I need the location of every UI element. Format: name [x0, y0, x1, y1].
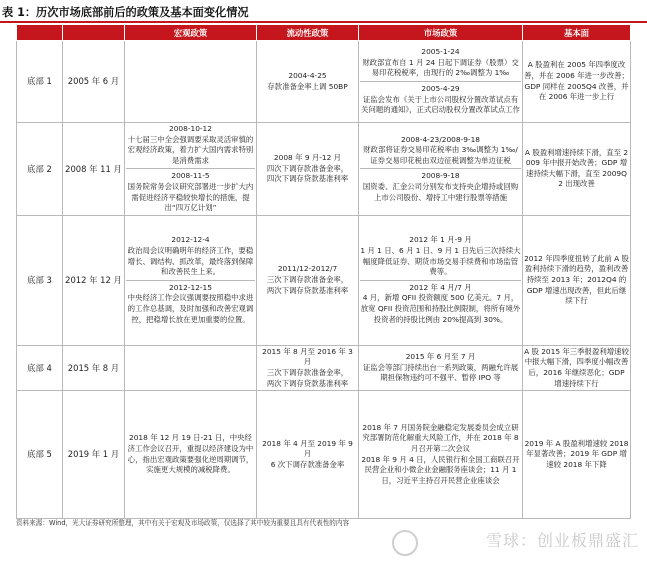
- cell-divider: [360, 280, 521, 281]
- market-cell: [359, 345, 523, 390]
- cell-divider: [360, 168, 521, 169]
- header-fundamental: 基本面: [523, 25, 631, 41]
- fundamental-cell: 2012 年四季度扭转了此前 A 股盈利持续下滑的趋势，盈利改善持续至 2013 年；2012Q4 的 GDP 增速出现改善，但此后继续下行: [523, 215, 631, 345]
- bottom-label: 底部 4: [17, 345, 63, 390]
- table-row: [17, 41, 631, 123]
- table-body: [17, 41, 631, 519]
- liquidity-text: 存款准备金率上调 50BP: [267, 81, 348, 91]
- macro-cell: [125, 391, 257, 519]
- market-text: 2012 年 4 月/7 月: [409, 282, 472, 292]
- market-text: 2018 年 9 月 4 日，人民银行和全国工商联召开民营企业和小微企业金融服务座谈会；11 月 1 日，习近平主持召开民营企业座谈会: [361, 454, 520, 485]
- header-market: 市场政策: [359, 25, 523, 41]
- market-cell: [359, 391, 523, 519]
- table-row: [17, 123, 631, 216]
- title-rule: [0, 21, 647, 23]
- liquidity-text: 四次下调存款准备金率，: [266, 163, 349, 173]
- cell-divider: [360, 81, 521, 82]
- table-title: 表 1：历次市场底部前后的政策及基本面变化情况: [2, 6, 249, 19]
- watermark: 雪球：创业板鼎盛汇: [485, 531, 639, 550]
- table-header-row: [17, 25, 631, 41]
- macro-cell: [125, 215, 257, 345]
- market-text: 2015 年 6 月至 7 月: [405, 352, 476, 362]
- market-text: 2005-1-24: [421, 47, 460, 57]
- macro-text: 2008-10-12: [169, 124, 212, 133]
- market-text: 证监会发布《关于上市公司股权分置改革试点有关问题的通知》，正式启动股权分置改革试点工作: [361, 94, 520, 115]
- policy-table: [16, 24, 631, 519]
- table-row: [17, 215, 631, 345]
- cell-divider: [126, 280, 255, 281]
- market-text: 1 月 1 日、6 月 1 日、9 月 1 日先后三次持续大幅度降低证券、期货市场交易手续费和市场监管费等。: [360, 245, 521, 277]
- macro-text: 2012-12-15: [169, 282, 212, 292]
- liquidity-cell: [257, 391, 359, 519]
- header-cell: [63, 25, 125, 41]
- bottom-label: 底部 2: [17, 123, 63, 216]
- market-text: 4 月，新增 QFII 投资额度 500 亿美元。7 月，放宽 QFII 投资范围和持股比例限制，将所有境外投资者的持股比例由 20%提高到 30%。: [360, 293, 521, 324]
- liquidity-text: 两次下调存贷款基准利率: [266, 285, 349, 295]
- macro-text: 国务院常务会议研究部署进一步扩大内需促进经济平稳较快增长的措施，提出“四万亿计划”: [127, 181, 254, 213]
- macro-text: 中央经济工作会议强调要按照稳中求进的工作总基调，及时加强和改善宏观调控，把稳增长放在更加重要的位置。: [127, 293, 254, 324]
- market-text: 2005-4-29: [421, 84, 460, 93]
- market-cell: [359, 215, 523, 345]
- liquidity-text: 6 次下调存款准备金率: [270, 459, 345, 469]
- liquidity-text: 2004-4-25: [288, 70, 327, 80]
- market-text: 证监会等部门持续出台一系列政策，两融允许展期担保物违约可不强平、暂停 IPO 等: [362, 362, 519, 383]
- bottom-date: 2019 年 1 月: [63, 391, 125, 519]
- market-text: 国资委、汇金公司分别发布支持央企增持或回购上市公司股份、增持工中建行股票等措施: [362, 181, 519, 202]
- liquidity-cell: [257, 41, 359, 123]
- liquidity-cell: [257, 345, 359, 390]
- macro-text: 2018 年 12 月 19 日-21 日，中央经济工作会议召开，重提以经济建设为中心，指出宏观政策要强化逆周期调节，实施更大规模的减税降费。: [127, 433, 254, 475]
- market-text: 财政部将证券交易印花税率由 3‰调整为 1‰/证券交易印花税由双边征税调整为单边征税: [363, 145, 518, 165]
- header-liquidity: 流动性政策: [257, 25, 359, 41]
- macro-cell: [125, 123, 257, 216]
- market-text: 2008-4-23/2008-9-18: [401, 134, 480, 144]
- market-text: 财政部宣布自 1 月 24 日起下调证券（股票）交易印花税税率，由现行的 2‰调整为 1‰: [362, 57, 519, 78]
- bottom-date: 2008 年 11 月: [63, 123, 125, 216]
- market-cell: [359, 123, 523, 216]
- bottom-date: 2015 年 8 月: [63, 345, 125, 390]
- fundamental-cell: 2019 年 A 股盈利增速较 2018 年显著改善；2019 年 GDP 增速较 2018 年下降: [523, 391, 631, 519]
- macro-text: 十七届三中全会强调要采取灵活审慎的宏观经济政策，着力扩大国内需求特别是消费需求: [127, 134, 254, 165]
- market-text: 2012 年 1 月-9 月: [409, 235, 472, 245]
- macro-cell: [125, 41, 257, 123]
- liquidity-text: 2011/12-2012/7: [277, 264, 338, 274]
- bottom-date: 2005 年 6 月: [63, 41, 125, 123]
- market-cell: [359, 41, 523, 123]
- macro-cell: [125, 345, 257, 390]
- table-row: [17, 391, 631, 519]
- liquidity-text: 2015 年 8 月至 2016 年 3 月: [262, 346, 353, 367]
- liquidity-text: 2018 年 4 月至 2019 年 9 月: [262, 438, 353, 459]
- source-note: 资料来源：Wind，光大证券研究所整理，其中有关于宏观及市场政策，仅选择了其中较为重要且具有代表性的内容: [16, 519, 350, 527]
- header-cell: [17, 25, 63, 41]
- fundamental-cell: A 股 2015 年三季报盈利增速较中报大幅下滑，四季度小幅改善后，2016 年继续恶化；GDP 增速持续下行: [523, 345, 631, 390]
- macro-text: 2008-11-5: [171, 171, 210, 181]
- table-row: [17, 345, 631, 390]
- fundamental-cell: A 股盈利增速持续下滑，直至 2009 年中报开始改善；GDP 增速持续大幅下滑，直至 2009Q2 出现改善: [523, 123, 631, 216]
- liquidity-text: 两次下调存贷款基准利率: [266, 378, 349, 388]
- bottom-date: 2012 年 12 月: [63, 215, 125, 345]
- liquidity-text: 三次下调存款准备金率，: [266, 367, 349, 377]
- liquidity-text: 四次下调存贷款基准利率: [266, 174, 349, 184]
- bottom-label: 底部 1: [17, 41, 63, 123]
- macro-text: 2012-12-4: [171, 235, 210, 245]
- market-text: 2008-9-18: [421, 171, 460, 181]
- cell-divider: [126, 168, 255, 169]
- liquidity-text: 三次下调存款准备金率，: [266, 274, 349, 284]
- bottom-label: 底部 3: [17, 215, 63, 345]
- liquidity-text: 2008 年 9 月-12 月: [273, 152, 342, 162]
- liquidity-cell: [257, 215, 359, 345]
- macro-text: 政治局会议明确明年的经济工作，要稳增长、调结构、抓改革，最终落到保障和改善民生上来。: [127, 245, 254, 277]
- watermark-logo-icon: [392, 530, 418, 556]
- bottom-label: 底部 5: [17, 391, 63, 519]
- market-text: 2018 年 7 月国务院金融稳定发展委员会成立研究部署防范化解重大风险工作，并在 2018 年 8 月召开第二次会议: [362, 422, 519, 454]
- fundamental-cell: A 股盈利在 2005 年四季度改善，并在 2006 年进一步改善；GDP 同样在 2005Q4 改善，并在 2006 年进一步上行: [523, 41, 631, 123]
- header-macro: 宏观政策: [125, 25, 257, 41]
- liquidity-cell: [257, 123, 359, 216]
